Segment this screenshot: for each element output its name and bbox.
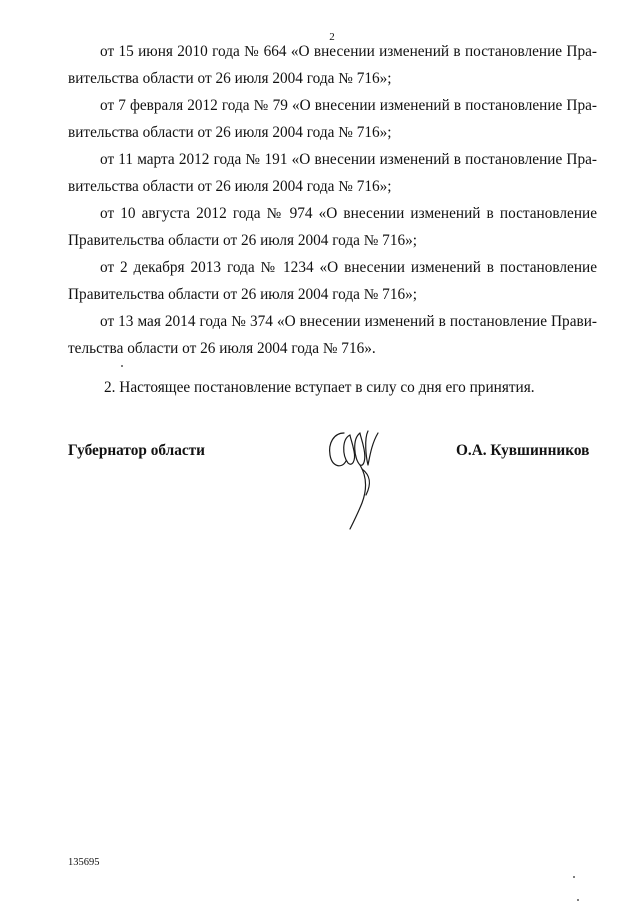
scan-speck xyxy=(121,365,123,367)
amendment-line-1: от 13 мая 2014 года № 374 «О внесении изменений в постановление Прави- xyxy=(100,313,597,330)
signatory-position: Губернатор области xyxy=(68,442,205,459)
amendment-line-1: от 7 февраля 2012 года № 79 «О внесении изменений в постановление Пра- xyxy=(100,97,597,114)
page-number: 2 xyxy=(329,31,335,43)
scan-speck xyxy=(573,876,575,878)
amendment-line-2: вительства области от 26 июля 2004 года № 716»; xyxy=(68,70,392,87)
amendment-line-1: от 15 июня 2010 года № 664 «О внесении изменений в постановление Пра- xyxy=(100,43,597,60)
amendment-line-2: вительства области от 26 июля 2004 года № 716»; xyxy=(68,124,392,141)
amendment-line-1: от 11 марта 2012 года № 191 «О внесении изменений в постановление Пра- xyxy=(100,151,597,168)
signatory-name: О.А. Кувшинников xyxy=(456,442,590,459)
amendment-line-1: от 10 августа 2012 года № 974 «О внесении изменений в постановление xyxy=(100,205,597,222)
clause-2: 2. Настоящее постановление вступает в силу со дня его принятия. xyxy=(104,379,535,396)
amendment-line-2: тельства области от 26 июля 2004 года № 716». xyxy=(68,340,376,357)
amendment-line-2: Правительства области от 26 июля 2004 года № 716»; xyxy=(68,286,418,303)
document-code: 135695 xyxy=(68,857,100,868)
amendment-line-2: Правительства области от 26 июля 2004 года № 716»; xyxy=(68,232,418,249)
amendment-line-1: от 2 декабря 2013 года № 1234 «О внесении изменений в постановление xyxy=(100,259,597,276)
scan-speck xyxy=(577,899,579,901)
amendment-line-2: вительства области от 26 июля 2004 года № 716»; xyxy=(68,178,392,195)
handwritten-signature xyxy=(320,425,390,533)
